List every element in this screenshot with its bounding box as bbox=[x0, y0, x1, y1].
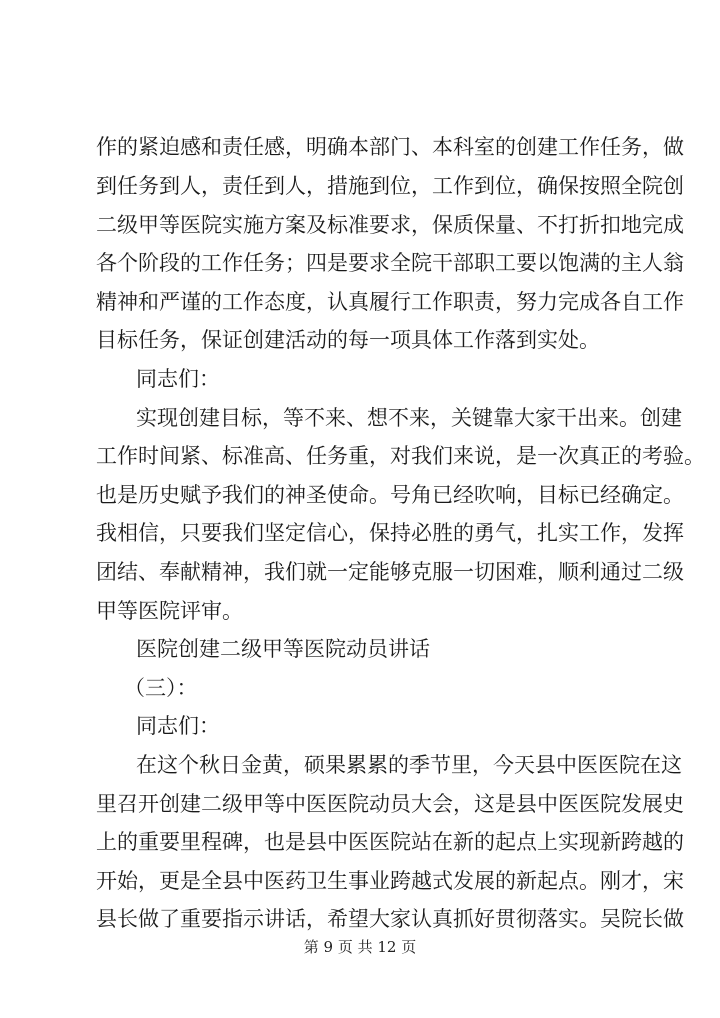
text-line: 我相信，只要我们坚定信心，保持必胜的勇气，扎实工作，发挥 bbox=[96, 521, 684, 545]
text-line: 二级甲等医院实施方案及标准要求，保质保量、不打折扣地完成 bbox=[96, 213, 684, 237]
text-line: 甲等医院评审。 bbox=[96, 599, 243, 623]
text-line: 各个阶段的工作任务；四是要求全院干部职工要以饱满的主人翁 bbox=[96, 251, 684, 275]
page-footer: 第 9 页 共 12 页 bbox=[303, 938, 417, 956]
text-line: 开始，更是全县中医药卫生事业跨越式发展的新起点。刚才，宋 bbox=[96, 869, 684, 893]
text-line: 目标任务，保证创建活动的每一项具体工作落到实处。 bbox=[96, 328, 600, 352]
text-line: 实现创建目标，等不来、想不来，关键靠大家干出来。创建 bbox=[136, 406, 682, 430]
text-line: 到任务到人，责任到人，措施到位，工作到位，确保按照全院创 bbox=[96, 174, 684, 198]
text-line: 上的重要里程碑，也是县中医医院站在新的起点上实现新跨越的 bbox=[96, 830, 684, 854]
text-line: 精神和严谨的工作态度，认真履行工作职责，努力完成各自工作 bbox=[96, 290, 684, 314]
salutation: 同志们： bbox=[136, 367, 220, 391]
section-number: （三）： bbox=[124, 676, 198, 700]
text-line: 里召开创建二级甲等中医医院动员大会，这是县中医医院发展史 bbox=[96, 792, 684, 816]
text-line: 县长做了重要指示讲话，希望大家认真抓好贯彻落实。吴院长做 bbox=[96, 907, 684, 931]
text-line: 也是历史赋予我们的神圣使命。号角已经吹响，目标已经确定。 bbox=[96, 483, 684, 507]
text-line: 工作时间紧、标准高、任务重，对我们来说，是一次真正的考验。 bbox=[96, 444, 705, 468]
section-title: 医院创建二级甲等医院动员讲话 bbox=[136, 637, 430, 661]
text-line: 团结、奉献精神，我们就一定能够克服一切困难，顺利通过二级 bbox=[96, 560, 684, 584]
salutation: 同志们： bbox=[136, 714, 220, 738]
text-line: 在这个秋日金黄，硕果累累的季节里，今天县中医医院在这 bbox=[136, 753, 682, 777]
text-line: 作的紧迫感和责任感，明确本部门、本科室的创建工作任务，做 bbox=[96, 135, 684, 159]
